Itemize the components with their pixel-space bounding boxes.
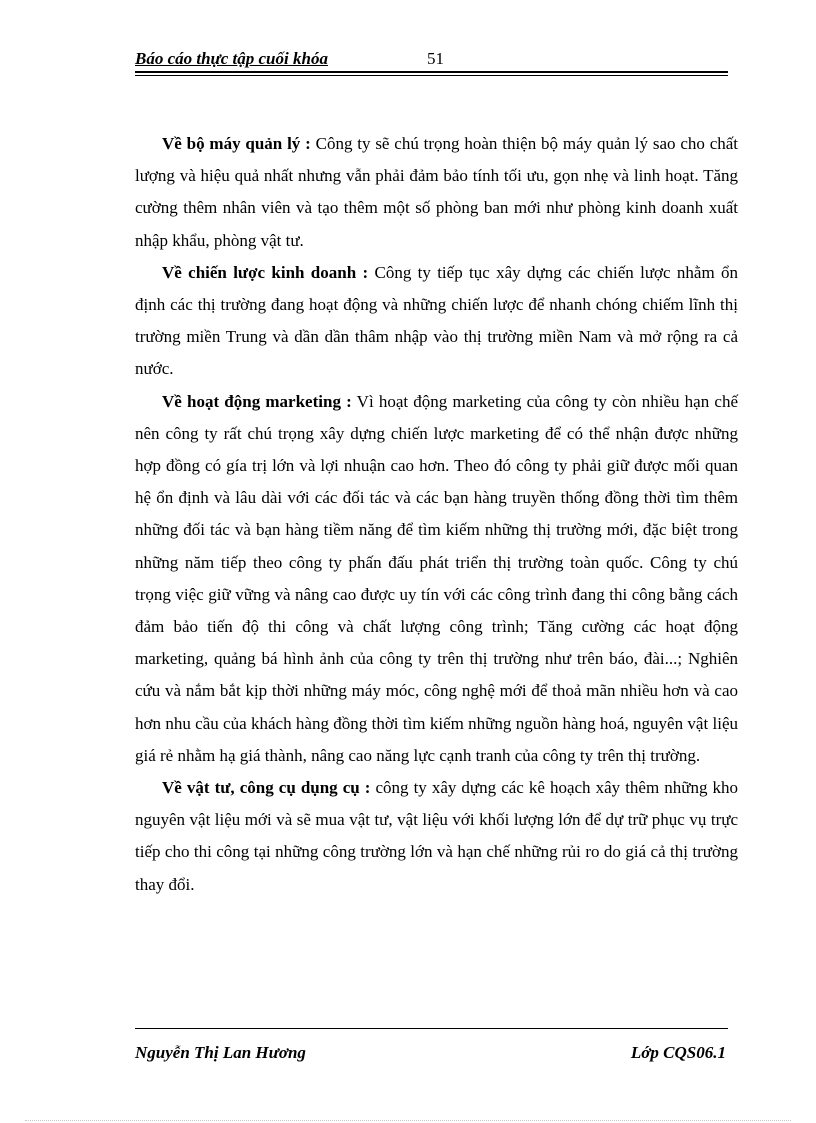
paragraph-text: Vì hoạt động marketing của công ty còn nhiều hạn chế nên công ty rất chú trọng xây dựng chiến lược marketing để có thể nhận được những hợp đồng có gía trị lớn và lợi nhuận cao hơn. Theo đó công ty phải giữ được mối quan hệ ổn định và lâu dài với các đối tác và các bạn hàng truyền thống đồng thời tìm thêm những đối tác và bạn hàng tiềm năng để tìm kiếm những thị trường mới, đặc biệt trong những năm tiếp theo công ty phấn đấu phát triển thị trường toàn quốc. Công ty chú trọng việc giữ vững và nâng cao được uy tín với các công trình đang thi công bằng cách đảm bảo tiến độ thi công và chất lượng công trình; Tăng cường các hoạt động marketing, quảng bá hình ảnh của công ty trên thị trường như trên báo, đài...; Nghiên cứu và nắm bắt kịp thời những máy móc, công nghệ mới để thoả mãn nhiều hơn và cao hơn nhu cầu của khách hàng đồng thời tìm kiếm những nguồn hàng hoá, nguyên vật liệu giá rẻ nhằm hạ giá thành, nâng cao năng lực cạnh tranh của công ty trên thị trường. (135, 391, 738, 765)
page-bottom-edge (25, 1120, 791, 1121)
paragraph-lead: Về chiến lược kinh doanh : (162, 262, 369, 282)
footer-divider (135, 1028, 728, 1029)
paragraph-lead: Về vật tư, công cụ dụng cụ : (162, 778, 371, 798)
paragraph-materials (135, 772, 738, 901)
page-header (135, 48, 728, 72)
footer-author: Nguyễn Thị Lan Hương (135, 1043, 306, 1062)
header-divider-thin (135, 75, 728, 76)
paragraph-management (135, 128, 738, 257)
paragraph-text: công ty xây dựng các kê hoạch xây thêm những kho nguyên vật liệu mới và sẽ mua vật tư, vật liệu với khối lượng lớn để dự trữ phục vụ trực tiếp cho thi công tại những công trường lớn và hạn chế những rủi ro do giá cả thị trường thay đổi. (135, 778, 738, 894)
paragraph-lead: Về hoạt động marketing : (162, 391, 352, 411)
footer-class: Lớp CQS06.1 (630, 1043, 726, 1062)
page-number: 51 (427, 49, 444, 68)
body-content (135, 128, 738, 901)
paragraph-text: Công ty tiếp tục xây dựng các chiến lược nhằm ổn định các thị trường đang hoạt động và những chiến lược để nhanh chóng chiếm lĩnh thị trường miền Trung và dần dần thâm nhập vào thị trường miền Nam và mở rộng ra cả nước. (135, 262, 738, 379)
paragraph-marketing (135, 386, 738, 772)
header-divider-thick (135, 71, 728, 73)
paragraph-lead: Về bộ máy quản lý : (162, 134, 311, 153)
paragraph-business-strategy (135, 257, 738, 386)
paragraph-text: Công ty sẽ chú trọng hoàn thiện bộ máy quản lý sao cho chất lượng và hiệu quả nhất nhưng vẫn phải đảm bảo tính tối ưu, gọn nhẹ và linh hoạt. Tăng cường thêm nhân viên và tạo thêm một số phòng ban mới như phòng kinh doanh xuất nhập khẩu, phòng vật tư. (135, 134, 739, 250)
header-title: Báo cáo thực tập cuối khóa (135, 49, 328, 68)
